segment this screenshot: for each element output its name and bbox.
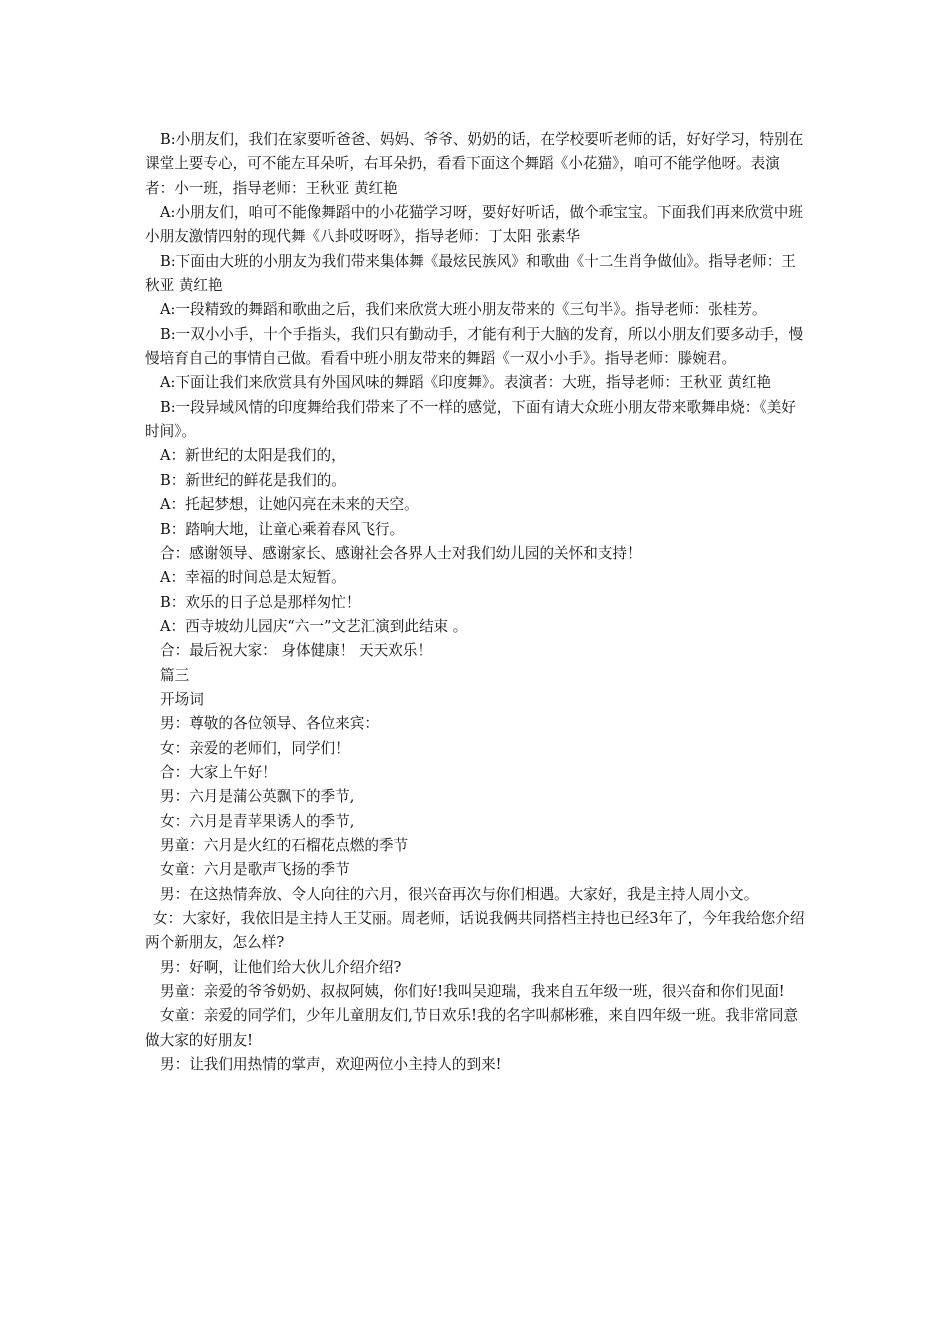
- paragraph: B:小朋友们，我们在家要听爸爸、妈妈、爷爷、奶奶的话，在学校要听老师的话，好好学习，特别在课堂上要专心，可不能左耳朵听，右耳朵扔，看看下面这个舞蹈《小花猫》，咱可不能学他呀。表演者：小一班，指导老师：王秋亚 黄红艳: [145, 131, 804, 197]
- paragraph: 女童：亲爱的同学们，少年儿童朋友们,节日欢乐!我的名字叫郝彬雅，来自四年级一班。我非常同意做大家的好朋友!: [145, 1007, 799, 1049]
- paragraph: A:小朋友们，咱可不能像舞蹈中的小花猫学习呀，要好好听话，做个乖宝宝。下面我们再来欣赏中班小朋友激情四射的现代舞《八卦哎呀呀》，指导老师：丁太阳 张素华: [145, 204, 803, 246]
- paragraph: B：踏响大地，让童心乘着春风飞行。: [160, 520, 405, 538]
- paragraph: 男：好啊，让他们给大伙儿介绍介绍?: [160, 958, 402, 976]
- paragraph: 男：六月是蒲公英飘下的季节,: [160, 788, 355, 806]
- paragraph: 男：在这热情奔放、令人向往的六月，很兴奋再次与你们相遇。大家好，我是主持人周小文。: [160, 885, 759, 903]
- paragraph: 女童：六月是歌声飞扬的季节: [160, 861, 350, 879]
- paragraph: A：幸福的时间总是太短暂。: [160, 569, 346, 587]
- paragraph: 男：让我们用热情的掌声，欢迎两位小主持人的到来!: [160, 1056, 502, 1074]
- paragraph: 合：最后祝大家： 身体健康！ 天天欢乐！: [160, 642, 432, 660]
- paragraph: B:下面由大班的小朋友为我们带来集体舞《最炫民族风》和歌曲《十二生肖争做仙》。指导老师：王秋亚 黄红艳: [145, 252, 796, 295]
- paragraph: 合：感谢领导、感谢家长、感谢社会各界人士对我们幼儿园的关怀和支持！: [160, 544, 642, 562]
- paragraph: B：欢乐的日子总是那样匆忙！: [160, 593, 361, 611]
- paragraph: B:一双小小手，十个手指头，我们只有勤动手，才能有利于大脑的发育，所以小朋友们要多动手，慢慢培育自己的事情自己做。看看中班小朋友带来的舞蹈《一双小小手》。指导老师：滕婉君。: [145, 325, 804, 368]
- paragraph: 合：大家上午好！: [160, 763, 277, 781]
- section-heading: 篇三: [160, 666, 190, 684]
- paragraph: B：新世纪的鲜花是我们的。: [160, 471, 346, 489]
- paragraph: A：西寺坡幼儿园庆“六一”文艺汇演到此结束 。: [160, 617, 468, 635]
- paragraph: 男童：六月是火红的石榴花点燃的季节: [160, 836, 409, 854]
- paragraph: 男童：亲爱的爷爷奶奶、叔叔阿姨，你们好!我叫吴迎瑞，我来自五年级一班，很兴奋和你们见面!: [160, 983, 785, 1001]
- paragraph: A：新世纪的太阳是我们的，: [160, 447, 346, 465]
- paragraph: B:一段异域风情的印度舞给我们带来了不一样的感觉，下面有请大众班小朋友带来歌舞串烧：《美好时间》。: [145, 398, 796, 441]
- paragraph: A：托起梦想，让她闪亮在未来的天空。: [160, 496, 419, 514]
- paragraph: 女：大家好，我依旧是主持人王艾丽。周老师，话说我俩共同搭档主持也已经3年了，今年我给您介绍两个新朋友，怎么样?: [145, 910, 805, 952]
- paragraph: 男：尊敬的各位领导、各位来宾：: [160, 715, 379, 733]
- paragraph: 女：六月是青苹果诱人的季节,: [160, 812, 355, 830]
- document-body: [145, 128, 805, 1077]
- paragraph: A:下面让我们来欣赏具有外国风味的舞蹈《印度舞》。表演者：大班，指导老师：王秋亚 黄红艳: [160, 374, 772, 392]
- subsection-heading: 开场词: [160, 690, 204, 708]
- paragraph: A:一段精致的舞蹈和歌曲之后，我们来欣赏大班小朋友带来的《三句半》。指导老师：张桂芳。: [160, 301, 767, 319]
- paragraph: 女：亲爱的老师们，同学们！: [160, 739, 350, 757]
